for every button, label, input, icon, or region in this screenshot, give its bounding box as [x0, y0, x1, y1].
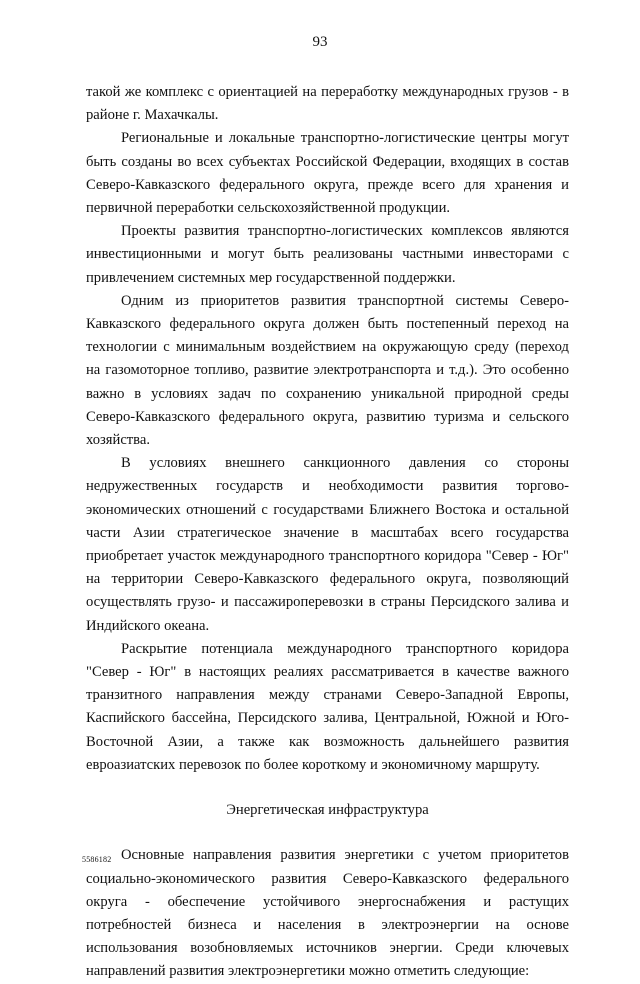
- paragraph: Проекты развития транспортно-логистических комплексов являются инвестиционными и могут быть реализованы частными инвесторами с привлечением системных мер государственной поддержки.: [86, 223, 569, 286]
- document-body: [86, 81, 569, 984]
- document-code: 5586182: [82, 855, 112, 864]
- paragraph: Одним из приоритетов развития транспортной системы Северо-Кавказского федерального округа должен быть постепенный переход на технологии с минимальным воздействием на окружающую среду (переход на газомоторное топливо, развитие электротранспорта и т.д.). Это особенно важно в условиях задач по сохранению уникальной природной среды Северо-Кавказского федерального округа, развитию туризма и сельского хозяйства.: [86, 292, 569, 449]
- paragraph: Основные направления развития энергетики с учетом приоритетов социально-экономического развития Северо-Кавказского федерального округа - обеспечение устойчивого энергоснабжения и растущих потребностей бизнеса и населения в электроэнергии на основе использования возобновляемых источников энергии. Среди ключевых направлений развития электроэнергетики можно отметить следующие:: [86, 847, 569, 980]
- paragraph: Раскрытие потенциала международного транспортного коридора "Север - Юг" в настоящих реалиях рассматривается в качестве важного транзитного направления между странами Северо-Западной Европы, Каспийского бассейна, Персидского залива, Центральной, Южной и Юго-Восточной Азии, а также как возможность дальнейшего развития евроазиатских перевозок по более короткому и экономичному маршруту.: [86, 640, 569, 773]
- page-number: 93: [312, 34, 328, 50]
- paragraph: В условиях внешнего санкционного давления со стороны недружественных государств и необходимости развития торгово-экономических отношений с государствами Ближнего Востока и остальной части Азии стратегическое значение в масштабах всего государства приобретает участок международного транспортного коридора "Север - Юг" на территории Северо-Кавказского федерального округа, позволяющий осуществлять грузо- и пассажироперевозки в страны Персидского залива и Индийского океана.: [86, 455, 569, 634]
- paragraph: Региональные и локальные транспортно-логистические центры могут быть созданы во всех субъектах Российской Федерации, входящих в состав Северо-Кавказского федерального округа, прежде всего для хранения и первичной переработки сельскохозяйственной продукции.: [86, 130, 569, 217]
- paragraph-continuation: такой же комплекс с ориентацией на переработку международных грузов - в районе г. Махачкалы.: [86, 84, 569, 124]
- section-heading: Энергетическая инфраструктура: [226, 802, 429, 819]
